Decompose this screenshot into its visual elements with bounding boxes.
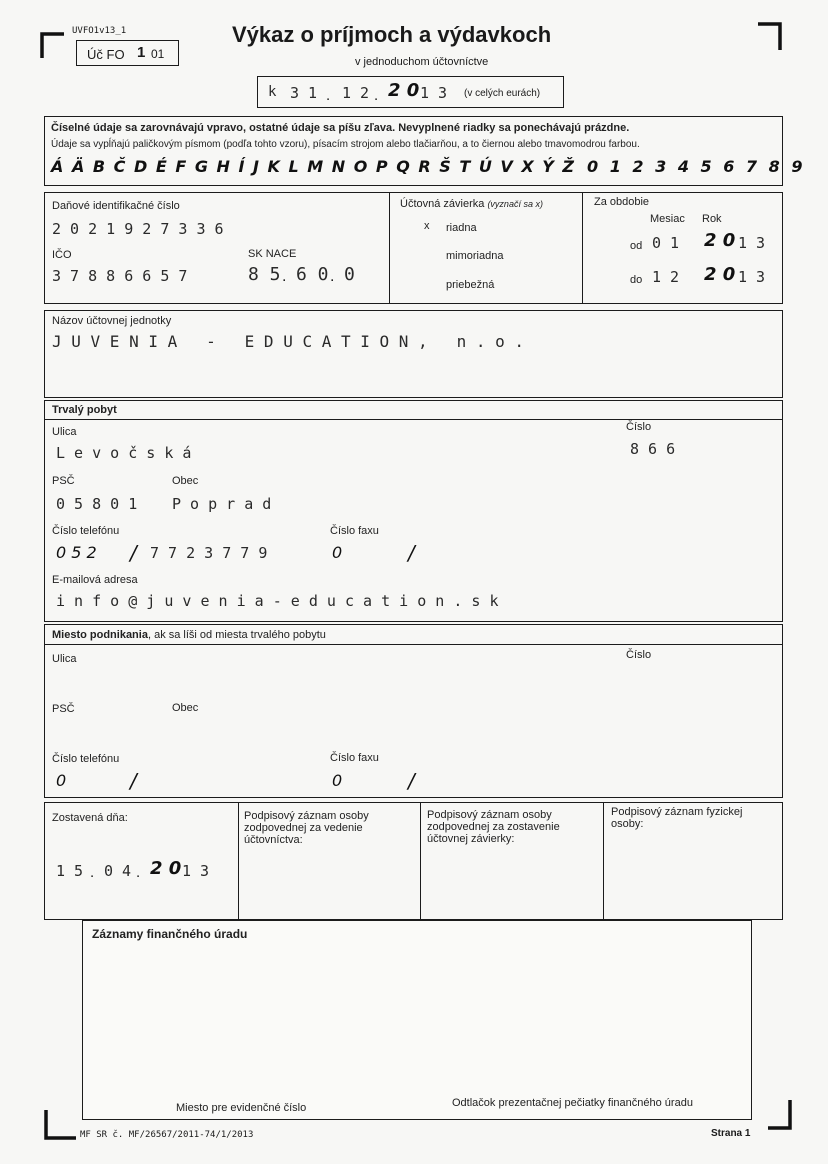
- business-fax-label: Číslo faxu: [330, 752, 379, 764]
- entity-name-label: Názov účtovnej jednotky: [52, 315, 172, 327]
- corner-mark-top-left: [40, 32, 64, 58]
- nace-a: 8 5: [248, 264, 281, 285]
- business-fax-slash: /: [408, 769, 415, 793]
- period-month-label: Mesiac: [650, 213, 685, 225]
- residence-box: [44, 400, 783, 622]
- office-stamp-label: Odtlačok prezentačnej pečiatky finančného úradu: [452, 1097, 693, 1109]
- instructions-line1: Číselné údaje sa zarovnávajú vpravo, ostatné údaje sa píšu zľava. Nevyplnené riadky sa ponechávajú prázdne.: [51, 122, 630, 134]
- dic-label: Daňové identifikačné číslo: [52, 200, 180, 212]
- report-date-box: [257, 76, 564, 108]
- compiled-date-day: 1 5: [56, 862, 84, 880]
- corner-mark-bottom-left: [44, 1110, 76, 1140]
- residence-phone-value: 7 7 2 3 7 7 9: [150, 544, 268, 562]
- date-year-hand: 2 0: [388, 80, 420, 101]
- closing-mark: x: [424, 220, 430, 232]
- residence-number-label: Číslo: [626, 421, 652, 433]
- residence-fax-slash: /: [408, 541, 415, 565]
- instructions-box: [44, 116, 806, 186]
- sample-alphabet: Á Ä B Č D É F G H Í J K L M N O P Q R Š T Ú V X Ý Ž: [51, 157, 576, 176]
- residence-phone-label: Číslo telefónu: [52, 525, 120, 537]
- compiled-date-year-mono: 1 3: [182, 862, 210, 880]
- period-year-label: Rok: [702, 213, 722, 225]
- entity-name-value: J U V E N I A - E D U C A T I O N , n . o .: [52, 332, 525, 351]
- residence-phone-slash: /: [130, 541, 137, 565]
- residence-city-label: Obec: [172, 475, 199, 487]
- uc-sub: 01: [151, 47, 165, 61]
- residence-street-label: Ulica: [52, 426, 77, 438]
- residence-city-value: P o p r a d: [172, 495, 272, 513]
- closing-option-priebezna: priebežná: [446, 279, 495, 291]
- corner-mark-top-right: [758, 22, 782, 50]
- date-sep: .: [374, 87, 379, 104]
- date-year-mono: 1 3: [420, 84, 448, 102]
- sample-digits: 0 1 2 3 4 5 6 7 8 9: [587, 157, 806, 176]
- uc-num: 1: [137, 44, 146, 61]
- nace-label: SK NACE: [248, 248, 297, 260]
- date-sep: .: [326, 87, 331, 104]
- tax-office-box: [82, 920, 752, 1120]
- instructions-line2: Údaje sa vypĺňajú paličkovým písmom (podľa tohto vzoru), písacím strojom alebo tlačiarňou, a to čiernou alebo tmavomodrou farbou.: [51, 139, 640, 150]
- residence-email-label: E-mailová adresa: [52, 574, 138, 586]
- page-subtitle: v jednoduchom účtovníctve: [355, 56, 489, 68]
- period-to-year-mono: 1 3: [738, 268, 766, 286]
- tax-office-title: Záznamy finančného úradu: [92, 927, 248, 941]
- footer-reference: MF SR č. MF/26567/2011-74/1/2013: [80, 1130, 254, 1140]
- date-day: 3 1: [290, 84, 318, 102]
- residence-email-value: i n f o @ j u v e n i a - e d u c a t i o n . s k: [56, 592, 499, 610]
- closing-label: Účtovná závierka (vyznačí sa x): [400, 198, 543, 210]
- business-phone-prefix: 0: [56, 771, 67, 790]
- uc-label: Úč FO: [87, 47, 125, 62]
- residence-street-value: L e v o č s k á: [56, 444, 192, 462]
- nace-c: 0: [344, 264, 355, 285]
- date-month: 1 2: [342, 84, 370, 102]
- residence-number-value: 8 6 6: [630, 440, 676, 458]
- ico-value: 3 7 8 8 6 6 5 7: [52, 267, 188, 285]
- nace-b: 6 0: [296, 264, 329, 285]
- period-from-label: od: [630, 240, 643, 252]
- business-title: Miesto podnikania, ak sa líši od miesta trvalého pobytu: [52, 629, 326, 641]
- period-to-month: 1 2: [652, 268, 680, 286]
- business-phone-label: Číslo telefónu: [52, 753, 120, 765]
- business-psc-label: PSČ: [52, 703, 75, 715]
- closing-option-riadna: riadna: [446, 222, 477, 234]
- date-prefix: k: [268, 84, 277, 100]
- date-suffix: (v celých eurách): [464, 88, 541, 99]
- evidence-number-label: Miesto pre evidenčné číslo: [176, 1102, 307, 1114]
- corner-mark-bottom-right: [768, 1100, 792, 1130]
- period-from-year-hand: 2 0: [704, 230, 736, 251]
- residence-title: Trvalý pobyt: [52, 404, 117, 416]
- page-number: Strana 1: [711, 1128, 751, 1139]
- compiled-date-label: Zostavená dňa:: [52, 812, 128, 824]
- form-code: UVFO1v13_1: [72, 26, 127, 36]
- business-phone-slash: /: [130, 769, 137, 793]
- period-label: Za obdobie: [594, 196, 650, 208]
- uc-box: [76, 40, 179, 66]
- page-title: Výkaz o príjmoch a výdavkoch: [232, 22, 552, 47]
- period-from-month: 0 1: [652, 234, 680, 252]
- residence-psc-label: PSČ: [52, 475, 75, 487]
- residence-fax-prefix: 0: [332, 543, 343, 562]
- signature-person-label: Podpisový záznam fyzickej osoby:: [611, 806, 743, 830]
- period-to-year-hand: 2 0: [704, 264, 736, 285]
- dic-value: 2 0 2 1 9 2 7 3 3 6: [52, 220, 224, 238]
- ico-label: IČO: [52, 249, 72, 261]
- period-to-label: do: [630, 274, 643, 286]
- signature-statement-label: Podpisový záznam osoby zodpovednej za zostavenie účtovnej závierky:: [427, 809, 560, 845]
- residence-psc-value: 0 5 8 0 1: [56, 495, 138, 513]
- business-number-label: Číslo: [626, 649, 652, 661]
- period-from-year-mono: 1 3: [738, 234, 766, 252]
- residence-phone-prefix: 0 5 2: [56, 543, 97, 562]
- business-city-label: Obec: [172, 702, 199, 714]
- compiled-date-month: 0 4: [104, 862, 132, 880]
- business-street-label: Ulica: [52, 653, 77, 665]
- closing-option-mimoriadna: mimoriadna: [446, 250, 504, 262]
- residence-fax-label: Číslo faxu: [330, 525, 379, 537]
- business-fax-prefix: 0: [332, 771, 343, 790]
- compiled-date-year-hand: 2 0: [150, 858, 182, 879]
- signature-accounting-label: Podpisový záznam osoby zodpovednej za vedenie účtovníctva:: [244, 810, 369, 846]
